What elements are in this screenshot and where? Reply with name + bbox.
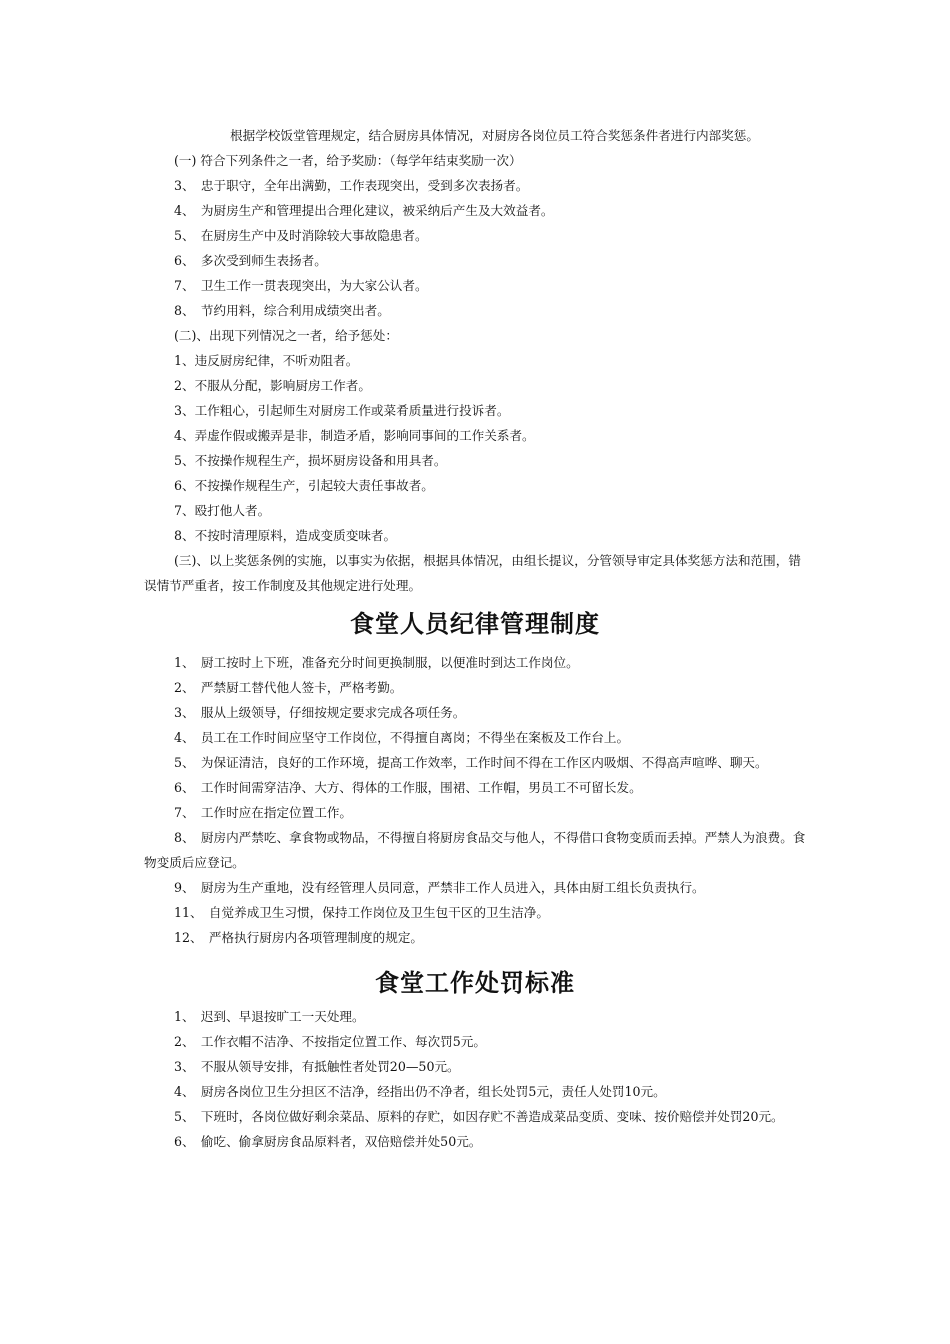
discipline-item: 3、 服从上级领导，仔细按规定要求完成各项任务。: [174, 705, 466, 720]
discipline-item: 2、 严禁厨工替代他人签卡，严格考勤。: [174, 680, 403, 695]
penalty-item: 6、不按操作规程生产，引起较大责任事故者。: [174, 478, 434, 493]
punishment-item: 3、 不服从领导安排，有抵触性者处罚20—50元。: [174, 1059, 460, 1074]
discipline-item: 11、 自觉养成卫生习惯，保持工作岗位及卫生包干区的卫生洁净。: [174, 905, 549, 920]
punishment-item: 4、 厨房各岗位卫生分担区不洁净，经指出仍不净者，组长处罚5元，责任人处罚10元。: [174, 1084, 666, 1099]
punishment-item: 6、 偷吃、偷拿厨房食品原料者，双倍赔偿并处50元。: [174, 1134, 482, 1149]
penalty-item: 1、违反厨房纪律，不听劝阻者。: [174, 353, 359, 368]
reward-item: 3、 忠于职守，全年出满勤，工作表现突出，受到多次表扬者。: [174, 178, 529, 193]
discipline-heading: 食堂人员纪律管理制度: [350, 610, 600, 638]
discipline-item: 7、 工作时应在指定位置工作。: [174, 805, 353, 820]
discipline-item: 9、 厨房为生产重地，没有经管理人员同意，严禁非工作人员进入，具体由厨工组长负责执行。: [174, 880, 705, 895]
reward-item: 6、 多次受到师生表扬者。: [174, 253, 327, 268]
reward-item: 5、 在厨房生产中及时消除较大事故隐患者。: [174, 228, 428, 243]
penalty-item: 7、殴打他人者。: [174, 503, 271, 518]
intro-paragraph: 根据学校饭堂管理规定，结合厨房具体情况，对厨房各岗位员工符合奖惩条件者进行内部奖惩。: [230, 128, 759, 143]
punishment-heading: 食堂工作处罚标准: [375, 969, 575, 997]
punishment-item: 1、 迟到、早退按旷工一天处理。: [174, 1009, 365, 1024]
punishment-item: 2、 工作衣帽不洁净、不按指定位置工作、每次罚5元。: [174, 1034, 486, 1049]
discipline-item: 4、 员工在工作时间应坚守工作岗位，不得擅自离岗；不得坐在案板及工作台上。: [174, 730, 630, 745]
discipline-item: 8、 厨房内严禁吃、拿食物或物品，不得擅自将厨房食品交与他人，不得借口食物变质而丢掉。严禁人为浪费。食物变质后应登记。: [144, 830, 806, 870]
penalty-item: 3、工作粗心，引起师生对厨房工作或菜肴质量进行投诉者。: [174, 403, 510, 418]
penalty-item: 2、不服从分配，影响厨房工作者。: [174, 378, 371, 393]
punishment-item: 5、 下班时，各岗位做好剩余菜品、原料的存贮，如因存贮不善造成菜品变质、变味、按价赔偿并处罚20元。: [174, 1109, 784, 1124]
penalty-item: 5、不按操作规程生产，损坏厨房设备和用具者。: [174, 453, 447, 468]
discipline-item: 12、 严格执行厨房内各项管理制度的规定。: [174, 930, 424, 945]
discipline-item: 6、 工作时间需穿洁净、大方、得体的工作服，围裙、工作帽，男员工不可留长发。: [174, 780, 642, 795]
reward-section-title: (一) 符合下列条件之一者，给予奖励：（每学年结束奖励一次）: [174, 153, 522, 168]
penalty-section-title: (二)、出现下列情况之一者，给予惩处：: [174, 328, 398, 343]
document-body: [144, 123, 806, 1154]
reward-item: 7、 卫生工作一贯表现突出，为大家公认者。: [174, 278, 428, 293]
discipline-item: 1、 厨工按时上下班，准备充分时间更换制服，以便准时到达工作岗位。: [174, 655, 579, 670]
discipline-item: 5、 为保证清洁，良好的工作环境，提高工作效率，工作时间不得在工作区内吸烟、不得高声喧哗、聊天。: [174, 755, 768, 770]
reward-item: 4、 为厨房生产和管理提出合理化建议，被采纳后产生及大效益者。: [174, 203, 554, 218]
penalty-item: 8、不按时清理原料，造成变质变味者。: [174, 528, 397, 543]
reward-item: 8、 节约用料，综合利用成绩突出者。: [174, 303, 390, 318]
penalty-item: 4、弄虚作假或搬弄是非，制造矛盾，影响同事间的工作关系者。: [174, 428, 535, 443]
implementation-paragraph: (三)、以上奖惩条例的实施，以事实为依据，根据具体情况，由组长提议，分管领导审定具体奖惩方法和范围，错误情节严重者，按工作制度及其他规定进行处理。: [144, 553, 801, 593]
